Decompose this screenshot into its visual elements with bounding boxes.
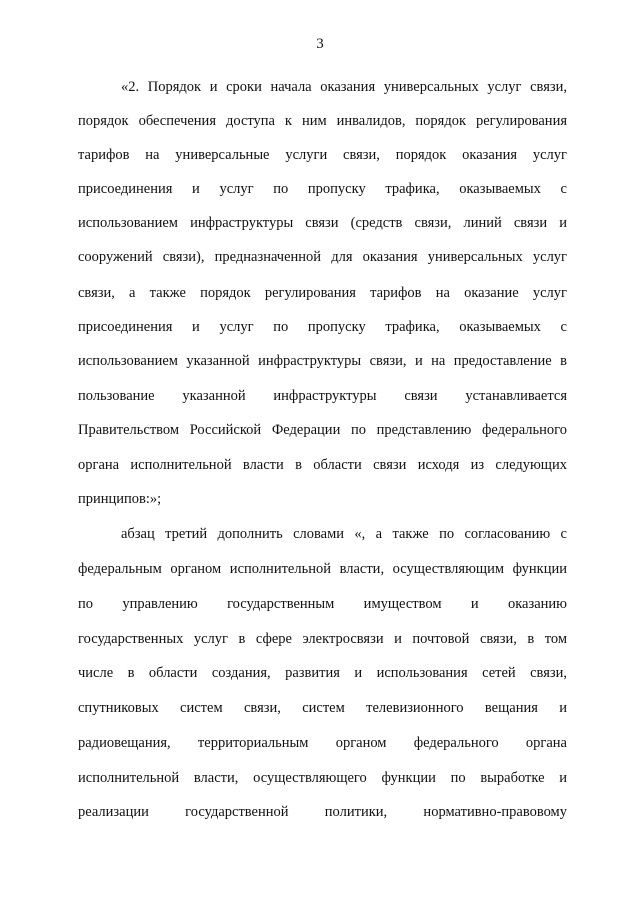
text-line: тарифов на универсальные услуги связи, порядок оказания услуг	[78, 147, 567, 163]
text-line: присоединения и услуг по пропуску трафика, оказываемых с	[78, 319, 567, 335]
text-line: связи, а также порядок регулирования тарифов на оказание услуг	[78, 285, 567, 301]
text-line: спутниковых систем связи, систем телевизионного вещания и	[78, 700, 567, 716]
text-line: государственных услуг в сфере электросвязи и почтовой связи, в том	[78, 631, 567, 647]
text-line: органа исполнительной власти в области связи исходя из следующих	[78, 457, 567, 473]
text-line: абзац третий дополнить словами «, а также по согласованию с	[121, 526, 567, 542]
text-line: принципов:»;	[78, 491, 162, 507]
page-number: 3	[316, 36, 324, 52]
text-line: сооружений связи), предназначенной для оказания универсальных услуг	[78, 249, 567, 265]
text-line: радиовещания, территориальным органом федерального органа	[78, 735, 567, 751]
text-line: Правительством Российской Федерации по представлению федерального	[78, 422, 567, 438]
text-line: «2. Порядок и сроки начала оказания универсальных услуг связи,	[121, 79, 567, 95]
text-line: исполнительной власти, осуществляющего функции по выработке и	[78, 770, 567, 786]
text-line: использованием указанной инфраструктуры связи, и на предоставление в	[78, 353, 567, 369]
text-line: порядок обеспечения доступа к ним инвалидов, порядок регулирования	[78, 113, 567, 129]
text-line: использованием инфраструктуры связи (средств связи, линий связи и	[78, 215, 567, 231]
text-line: федеральным органом исполнительной власти, осуществляющим функции	[78, 561, 567, 577]
text-line: присоединения и услуг по пропуску трафика, оказываемых с	[78, 181, 567, 197]
text-line: по управлению государственным имуществом и оказанию	[78, 596, 567, 612]
text-line: числе в области создания, развития и использования сетей связи,	[78, 665, 567, 681]
text-line: пользование указанной инфраструктуры связи устанавливается	[78, 388, 567, 404]
text-line: реализации государственной политики, нормативно-правовому	[78, 804, 567, 820]
